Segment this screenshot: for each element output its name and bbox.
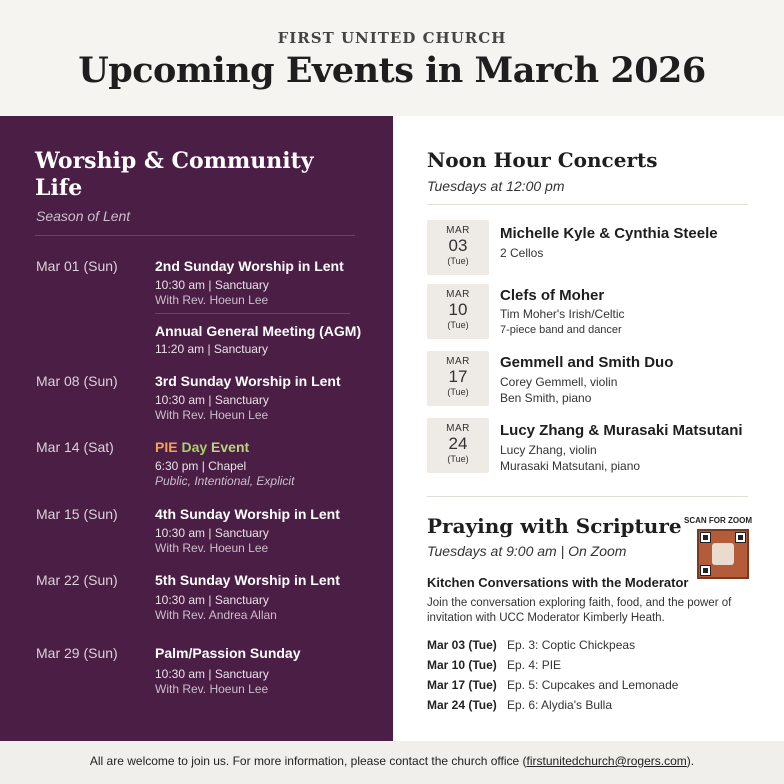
event-detail: 11:20 am | Sanctuary: [155, 342, 268, 356]
title-part: Event: [211, 439, 250, 455]
footer-text: All are welcome to join us. For more information, please contact the church office (: [89, 754, 527, 768]
church-name: FIRST UNITED CHURCH: [277, 29, 507, 47]
event-detail: 10:30 am | Sanctuary: [155, 593, 269, 607]
date-weekday: (Tue): [447, 387, 469, 397]
event-title: 2nd Sunday Worship in Lent: [155, 258, 344, 274]
concerts-subtitle: Tuesdays at 12:00 pm: [427, 178, 565, 194]
concert-title: Michelle Kyle & Cynthia Steele: [500, 225, 718, 242]
event-note: With Rev. Hoeun Lee: [155, 293, 269, 307]
episode-date: Mar 17 (Tue): [427, 678, 497, 692]
concert-title: Clefs of Moher: [500, 287, 605, 304]
worship-panel: [0, 116, 393, 741]
page-title: Upcoming Events in March 2026: [78, 50, 706, 91]
event-detail: 10:30 am | Sanctuary: [155, 667, 269, 681]
event-date: Mar 14 (Sat): [36, 439, 114, 455]
date-day: 03: [448, 236, 468, 255]
worship-subtitle: Season of Lent: [36, 208, 131, 224]
episode-title: Ep. 6: Alydia's Bulla: [507, 698, 613, 712]
footer: [0, 741, 784, 784]
kc-title: Kitchen Conversations with the Moderator: [427, 575, 689, 590]
episode-date: Mar 24 (Tue): [427, 698, 497, 712]
event-detail: 6:30 pm | Chapel: [155, 459, 247, 473]
concert-detail: Tim Moher's Irish/Celtic: [500, 307, 625, 321]
date-box: [427, 284, 489, 339]
page-header: [0, 0, 784, 116]
scripture-subtitle: Tuesdays at 9:00 am | On Zoom: [427, 543, 627, 559]
scan-label: SCAN FOR ZOOM: [684, 516, 752, 525]
event-title: Annual General Meeting (AGM): [155, 323, 362, 339]
event-title: 4th Sunday Worship in Lent: [155, 506, 340, 522]
date-day: 17: [448, 367, 468, 386]
concert-detail: 2 Cellos: [500, 246, 544, 260]
qr-code-icon[interactable]: [697, 529, 749, 579]
divider: [155, 313, 350, 314]
date-month: MAR: [446, 423, 470, 434]
right-panel: [393, 116, 784, 741]
event-note: With Rev. Andrea Allan: [155, 608, 277, 622]
event-title: Palm/Passion Sunday: [155, 645, 301, 661]
event-note: With Rev. Hoeun Lee: [155, 682, 269, 696]
event-date: Mar 29 (Sun): [36, 645, 118, 661]
date-month: MAR: [446, 289, 470, 300]
date-box: [427, 351, 489, 406]
date-month: MAR: [446, 356, 470, 367]
episode-title: Ep. 3: Coptic Chickpeas: [507, 638, 636, 652]
concert-title: Lucy Zhang & Murasaki Matsutani: [500, 422, 743, 439]
episode-date: Mar 03 (Tue): [427, 638, 497, 652]
title-part: PIE: [155, 439, 178, 455]
kc-description: Join the conversation exploring faith, food, and the power of invitation with UCC Moderator Kimberly Heath.: [427, 597, 732, 624]
date-month: MAR: [446, 225, 470, 236]
divider: [427, 496, 748, 497]
date-day: 24: [448, 434, 468, 453]
event-title: 5th Sunday Worship in Lent: [155, 572, 340, 588]
event-title: [155, 439, 249, 455]
date-day: 10: [448, 300, 468, 319]
date-weekday: (Tue): [447, 454, 469, 464]
concert-detail: 7-piece band and dancer: [500, 324, 622, 336]
episode-title: Ep. 4: PIE: [507, 658, 562, 672]
divider: [35, 235, 355, 236]
divider: [427, 204, 748, 205]
concert-detail: Lucy Zhang, violin: [500, 443, 597, 457]
concerts-title: Noon Hour Concerts: [427, 148, 658, 172]
date-weekday: (Tue): [447, 320, 469, 330]
concert-detail: Corey Gemmell, violin: [500, 375, 618, 389]
date-weekday: (Tue): [447, 256, 469, 266]
event-date: Mar 01 (Sun): [36, 258, 118, 274]
event-note: With Rev. Hoeun Lee: [155, 408, 269, 422]
qr-finder: [736, 533, 745, 542]
event-detail: 10:30 am | Sanctuary: [155, 526, 269, 540]
concert-detail: Ben Smith, piano: [500, 391, 592, 405]
event-note: With Rev. Hoeun Lee: [155, 541, 269, 555]
event-date: Mar 15 (Sun): [36, 506, 118, 522]
worship-title: Worship & Community Life: [35, 148, 314, 201]
event-detail: 10:30 am | Sanctuary: [155, 278, 269, 292]
email-link[interactable]: firstunitedchurch@rogers.com: [526, 754, 687, 768]
qr-finder: [701, 566, 710, 575]
event-detail: 10:30 am | Sanctuary: [155, 393, 269, 407]
event-note: Public, Intentional, Explicit: [155, 474, 295, 488]
event-date: Mar 08 (Sun): [36, 373, 118, 389]
event-date: Mar 22 (Sun): [36, 572, 118, 588]
qr-logo: [712, 543, 734, 565]
date-box: [427, 418, 489, 473]
date-box: [427, 220, 489, 275]
qr-finder: [701, 533, 710, 542]
episode-title: Ep. 5: Cupcakes and Lemonade: [507, 678, 679, 692]
episode-date: Mar 10 (Tue): [427, 658, 497, 672]
concert-title: Gemmell and Smith Duo: [500, 354, 674, 371]
concert-detail: Murasaki Matsutani, piano: [500, 459, 641, 473]
scripture-title: Praying with Scripture: [427, 514, 682, 538]
event-title: 3rd Sunday Worship in Lent: [155, 373, 341, 389]
footer-end: ).: [686, 754, 695, 768]
title-part: Day: [181, 439, 208, 455]
